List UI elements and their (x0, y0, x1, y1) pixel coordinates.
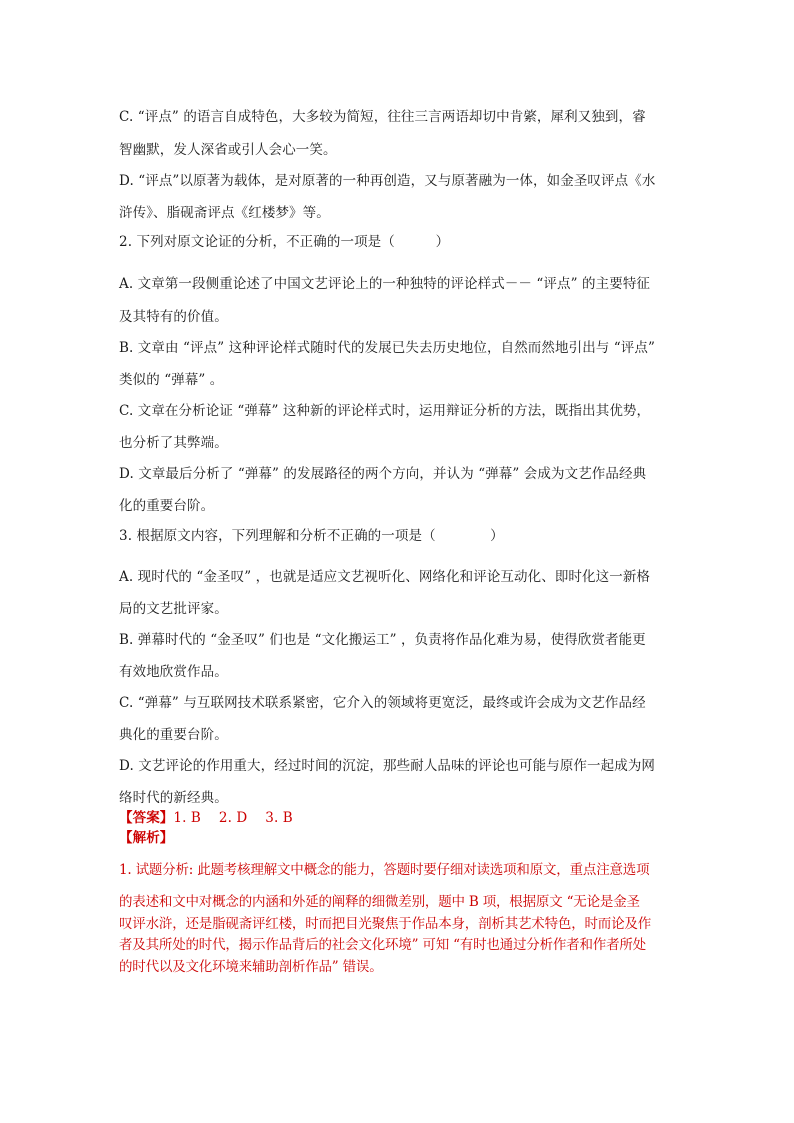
q3-option-a-line2: 局的文艺批评家。 (119, 601, 228, 617)
q3-option-c-line1: C. “弹幕” 与互联网技术联系紧密，它介入的领域将更宽泛，最终或许会成为文艺作品经 (119, 695, 646, 711)
analysis-label: 【解析】 (119, 830, 174, 846)
analysis-label-line (119, 829, 675, 847)
q2-option-b-line2: 类似的 “弹幕” 。 (119, 372, 224, 388)
answer-line (119, 809, 675, 827)
analysis-line-2: 的表述和文中对概念的内涵和外延的阐释的细微差别，题中 B 项，根据原文 “无论是金圣 (119, 894, 640, 910)
q3-option-b-line2: 有效地欣赏作品。 (119, 664, 228, 680)
q2-option-a-line1: A. 文章第一段侧重论述了中国文艺评论上的一种独特的评论样式－－ “评点” 的主要特征 (119, 276, 651, 292)
q2-option-c-line1: C. 文章在分析论证 “弹幕” 这种新的评论样式时，运用辩证分析的方法，既指出其优势， (119, 403, 651, 419)
q2-option-b-line1: B. 文章由 “评点” 这种评论样式随时代的发展已失去历史地位，自然而然地引出与 “评点” (119, 340, 655, 356)
q1-option-d-line2: 浒传》、脂砚斋评点《红楼梦》等。 (119, 205, 330, 221)
q2-option-c-line2: 也分析了其弊端。 (119, 435, 228, 451)
q2-option-d-line1: D. 文章最后分析了 “弹幕” 的发展路径的两个方向，并认为 “弹幕” 会成为文艺作品经典 (119, 466, 647, 482)
q3-option-c-line2: 典化的重要台阶。 (119, 727, 228, 743)
q2-stem: 2. 下列对原文论证的分析，不正确的一项是（ ） (119, 234, 450, 250)
analysis-line-5: 的时代以及文化环境来辅助剖析作品” 错误。 (119, 959, 383, 975)
analysis-line-3: 叹评水浒，还是脂砚斋评红楼，时而把目光聚焦于作品本身，剖析其艺术特色，时而论及作 (119, 916, 651, 932)
q1-option-d-line1: D. “评点”以原著为载体，是对原著的一种再创造，又与原著融为一体，如金圣叹评点《水 (119, 173, 656, 189)
analysis-line-1: 1. 试题分析: 此题考核理解文中概念的能力，答题时要仔细对读选项和原文，重点注意选项 (119, 862, 650, 878)
q1-option-c-line1: C. “评点” 的语言自成特色，大多较为简短，往往三言两语却切中肯綮，犀利又独到，睿 (119, 109, 646, 125)
q1-option-c-line2: 智幽默，发人深省或引人会心一笑。 (119, 142, 337, 158)
q2-option-a-line2: 及其特有的价值。 (119, 309, 228, 325)
analysis-line-4: 者及其所处的时代，揭示作品背后的社会文化环境” 可知 “有时也通过分析作者和作者所处 (119, 937, 646, 953)
q3-option-d-line2: 络时代的新经典。 (119, 790, 228, 806)
q3-option-d-line1: D. 文艺评论的作用重大，经过时间的沉淀，那些耐人品味的评论也可能与原作一起成为网 (119, 758, 656, 774)
q3-option-a-line1: A. 现时代的 “金圣叹” ，也就是适应文艺视听化、网络化和评论互动化、即时化这一新格 (119, 569, 651, 585)
q3-option-b-line1: B. 弹幕时代的 “金圣叹” 们也是 “文化搬运工” ，负责将作品化难为易，使得欣赏者能更 (119, 632, 646, 648)
answer-values: 1. B 2. D 3. B (173, 810, 293, 826)
answer-label: 【答案】 (119, 810, 174, 826)
q3-stem: 3. 根据原文内容，下列理解和分析不正确的一项是（ ） (119, 528, 504, 544)
q2-option-d-line2: 化的重要台阶。 (119, 498, 215, 514)
